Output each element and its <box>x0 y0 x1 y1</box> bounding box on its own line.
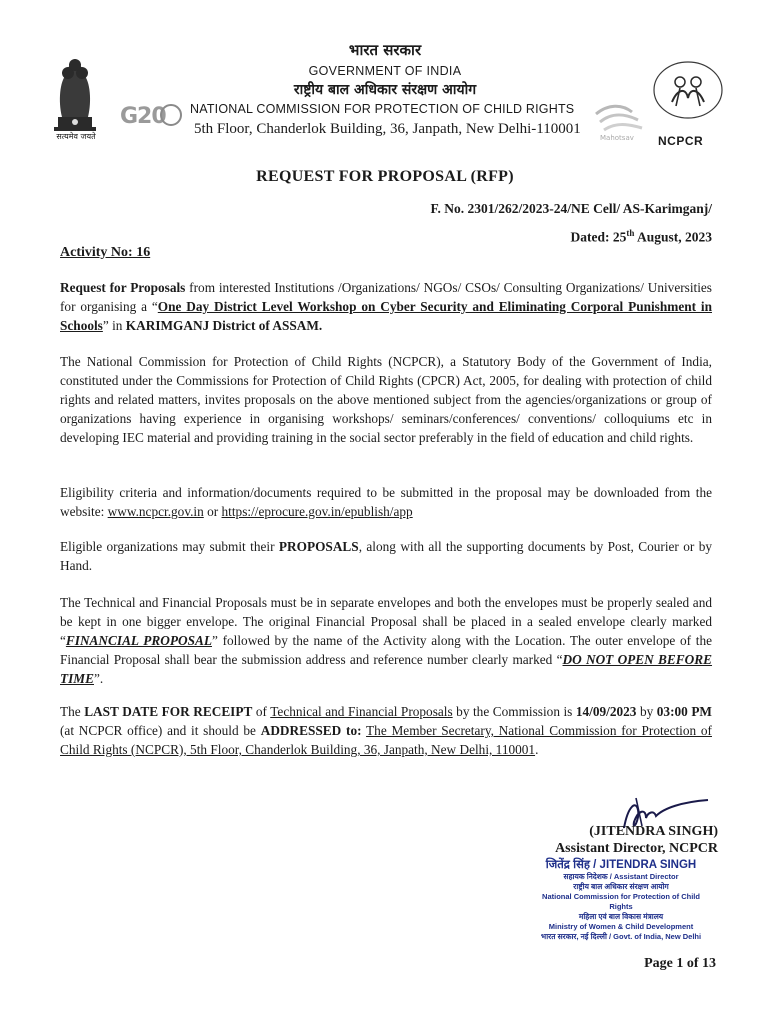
deadline-time: 03:00 PM <box>656 704 712 719</box>
activity-number: Activity No: 16 <box>60 245 151 260</box>
document-title: REQUEST FOR PROPOSAL (RFP) <box>256 168 514 185</box>
last-date-text-2: of <box>252 704 271 719</box>
stamp-line: National Commission for Protection of Child Rights <box>542 892 700 911</box>
stamp-line: सहायक निदेशक / Assistant Director <box>563 872 679 881</box>
official-stamp <box>530 858 712 942</box>
g20-text: G20 <box>120 104 166 129</box>
addressed-to-label: ADDRESSED to: <box>260 723 362 738</box>
last-date-period: . <box>535 742 539 757</box>
envelopes-text-2: ” followed by the name of the Activity along with the Location. The outer envelope of the Financial Proposal shall bear the submission address and reference number clearly marked “ <box>60 633 712 667</box>
eprocure-website-link[interactable]: https://eprocure.gov.in/epublish/app <box>221 504 413 519</box>
proposals-underlined: Technical and Financial Proposals <box>270 704 453 719</box>
last-date-text-4: by <box>636 704 657 719</box>
letterhead-hindi-govt: भारत सरकार <box>348 41 422 59</box>
file-number: F. No. 2301/262/2023-24/NE Cell/ AS-Karimganj/ <box>430 201 712 216</box>
financial-proposal-mark: FINANCIAL PROPOSAL <box>65 633 212 648</box>
submission-text: Eligible organizations may submit their <box>60 539 279 554</box>
paragraph-envelopes <box>60 593 712 688</box>
paragraph-last-date <box>60 702 712 759</box>
envelopes-text: The Technical and Financial Proposals must be in separate envelopes and both the envelopes must be properly sealed and be kept in one bigger envelope. The original Financial Proposal shall be placed in a sealed envelope clearly marked “ <box>60 595 712 648</box>
date-suffix-th: th <box>626 228 635 238</box>
stamp-name: जितेंद्र सिंह / JITENDRA SINGH <box>545 859 697 871</box>
proposals-word: PROPOSALS <box>278 539 359 554</box>
letterhead-address: 5th Floor, Chanderlok Building, 36, Janpath, New Delhi-110001 <box>194 121 581 137</box>
deadline-date: 14/09/2023 <box>575 704 637 719</box>
workshop-title: One Day District Level Workshop on Cyber Security and Eliminating Corporal Punishment in Schools <box>60 299 712 333</box>
page-number: Page 1 of 13 <box>644 956 716 971</box>
paragraph-eligibility <box>60 483 712 521</box>
letterhead-hindi-commission: राष्ट्रीय बाल अधिकार संरक्षण आयोग <box>293 82 477 98</box>
letterhead-commission-name: NATIONAL COMMISSION FOR PROTECTION OF CHILD RIGHTS <box>190 102 575 116</box>
last-date-text-3: by the Commission is <box>452 704 576 719</box>
ncpcr-logo-icon <box>650 58 726 122</box>
eligibility-text: Eligibility criteria and information/documents required to be submitted in the proposal may be downloaded from the website: <box>60 485 712 519</box>
g20-logo <box>120 100 180 140</box>
emblem-motto: सत्यमेव जयते <box>56 132 96 141</box>
signatory-title: Assistant Director, NCPCR <box>555 841 718 856</box>
request-lead: Request for Proposals <box>60 280 186 295</box>
letterhead-govt-of-india: GOVERNMENT OF INDIA <box>308 64 462 78</box>
paragraph-request <box>60 278 712 335</box>
request-text: from interested Institutions /Organizations/ NGOs/ CSOs/ Consulting Organizations/ Universities for organising a “ <box>60 280 712 314</box>
stamp-line: राष्ट्रीय बाल अधिकार संरक्षण आयोग <box>573 882 669 891</box>
do-not-open-mark: DO NOT OPEN BEFORE TIME <box>60 652 713 686</box>
last-date-text-5: (at NCPCR office) and it should be <box>60 723 261 738</box>
paragraph-submission <box>60 537 712 575</box>
document-date <box>570 228 712 246</box>
link-or: or <box>203 504 222 519</box>
stamp-line: Ministry of Women & Child Development <box>548 922 694 931</box>
submission-text-2: , along with all the supporting documents by Post, Courier or by Hand. <box>60 539 712 573</box>
envelopes-text-3: ”. <box>94 671 104 686</box>
date-prefix: Dated: 25 <box>570 229 627 245</box>
ncpcr-logo-text: NCPCR <box>658 134 704 148</box>
signatory-name: (JITENDRA SINGH) <box>589 824 718 839</box>
stamp-line: भारत सरकार, नई दिल्ली / Govt. of India, New Delhi <box>540 932 702 941</box>
mahotsav-text: Mahotsav <box>600 134 634 142</box>
workshop-location: KARIMGANJ District of ASSAM. <box>125 318 323 333</box>
paragraph-ncpcr-intro: The National Commission for Protection of Child Rights (NCPCR), a Statutory Body of the Government of India, constituted under the Commissions for Protection of Child Rights (CPCR) Act, 2005, for dealing with protection of child rights and related matters, invites proposals on the above mentioned subject from the agencies/organizations or group of organizations having experience in organising workshops/ seminars/conferences/ conventions/ colloquiums etc in developing IEC material and providing training in the social sector preferably in the field of education and child rights. <box>60 354 712 445</box>
submission-address: The Member Secretary, National Commission for Protection of Child Rights (NCPCR), 5th Floor, Chanderlok Building, 36, Janpath, New Delhi, 110001 <box>60 723 712 757</box>
last-date-label: LAST DATE FOR RECEIPT <box>84 704 253 719</box>
ncpcr-website-link[interactable]: www.ncpcr.gov.in <box>107 504 204 519</box>
date-rest: August, 2023 <box>634 229 712 245</box>
request-text-2: ” in <box>102 318 126 333</box>
last-date-text: The <box>60 704 85 719</box>
globe-icon <box>160 104 182 126</box>
stamp-line: महिला एवं बाल विकास मंत्रालय <box>578 912 664 921</box>
